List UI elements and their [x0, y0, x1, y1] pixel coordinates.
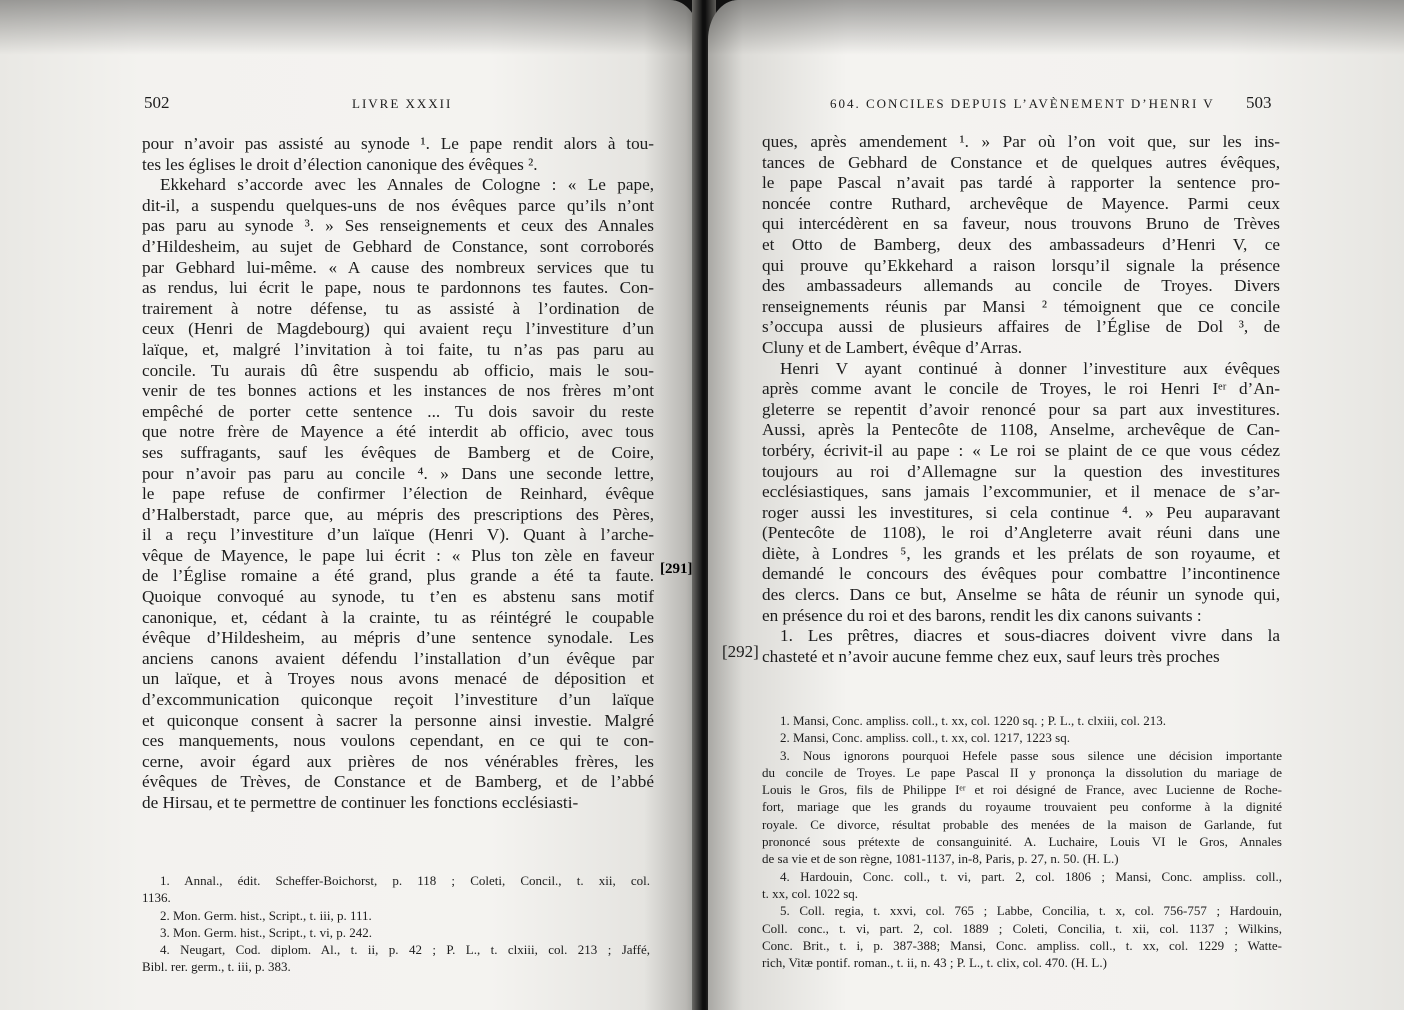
footnote-line: du concile de Troyes. Le pape Pascal II y prononça la dissolution du mariage de: [762, 764, 1282, 780]
text-line: concile. Tu aurais dû être suspendu ab officio, mais le sou-: [142, 360, 654, 380]
text-line: d’excommunication quiconque reçoit l’investiture d’un laïque: [142, 690, 654, 710]
footnote-line: Louis le Gros, fils de Philippe Iᵉʳ et roi désigné de France, avec Lucienne de Roche-: [762, 782, 1282, 798]
text-line: Ekkehard s’accorde avec les Annales de Cologne : « Le pape,: [160, 175, 654, 195]
text-line: et quiconque consent à sacrer la personne ainsi investie. Malgré: [142, 710, 654, 730]
footnote-line: 3. Mon. Germ. hist., Script., t. vi, p. 242.: [160, 924, 372, 940]
running-head: 604. CONCILES DEPUIS L’AVÈNEMENT D’HENRI V: [830, 96, 1215, 111]
text-line: de l’Église romaine a été grand, plus grande a été ta faute.: [142, 566, 654, 586]
text-line: par Gebhard lui-même. « A cause des nombreux services que tu: [142, 257, 654, 277]
text-line: après comme avant le concile de Troyes, le roi Henri Iᵉʳ d’An-: [762, 379, 1280, 399]
footnote-line: 2. Mon. Germ. hist., Script., t. iii, p. 111.: [160, 907, 372, 923]
text-line: (Pentecôte de 1108), le roi d’Angleterre avait réuni dans une: [762, 523, 1280, 543]
text-line: ses suffragants, sauf les évêques de Bamberg et de Coire,: [142, 442, 654, 462]
text-line: gleterre se repentit d’avoir renoncé pour sa part aux investitures.: [762, 399, 1280, 419]
footnote-line: 4. Neugart, Cod. diplom. Al., t. ii, p. 42 ; P. L., t. clxiii, col. 213 ; Jaffé,: [160, 942, 650, 958]
footnote-line: Bibl. rer. germ., t. iii, p. 383.: [142, 959, 291, 975]
text-line: qui intercédèrent en sa faveur, nous trouvons Bruno de Trèves: [762, 214, 1280, 234]
footnote-line: 3. Nous ignorons pourquoi Hefele passe sous silence une décision importante: [780, 747, 1282, 763]
text-line: laïque, et, malgré l’invitation à toi faite, tu n’as pas paru au: [142, 339, 654, 359]
text-line: des ambassadeurs allemands au concile de Troyes. Divers: [762, 276, 1280, 296]
text-line: vêque de Mayence, le pape lui écrit : « Plus ton zèle en faveur: [142, 545, 654, 565]
text-line: Cluny et de Lambert, évêque d’Arras.: [762, 337, 1023, 357]
text-line: des clercs. Dans ce but, Anselme se hâta de réunir un synode qui,: [762, 585, 1280, 605]
text-line: 1. Les prêtres, diacres et sous-diacres doivent vivre dans la: [780, 626, 1280, 646]
footnote-line: prononcé sous prétexte de consanguinité. A. Luchaire, Louis VI le Gros, Annales: [762, 834, 1282, 850]
text-line: pas paru au synode ³. » Ses renseignements et ceux des Annales: [142, 216, 654, 236]
text-line: d’Hildesheim, au sujet de Gebhard de Constance, sont corroborés: [142, 236, 654, 256]
text-line: roger aussi les investitures, si cela continue ⁴. » Peu auparavant: [762, 502, 1280, 522]
text-line: empêché de porter cette sentence ... Tu dois savoir du reste: [142, 401, 654, 421]
text-line: pour n’avoir pas paru au concile ⁴. » Dans une seconde lettre,: [142, 463, 654, 483]
text-line: un laïque, et à Troyes nous avons menacé de déposition et: [142, 669, 654, 689]
body-text: [762, 132, 1280, 667]
text-line: Quoique convoqué au synode, tu t’en es abstenu sans motif: [142, 587, 654, 607]
text-line: et Otto de Bamberg, deux des ambassadeurs d’Henri V, ce: [762, 234, 1280, 254]
text-line: s’occupa aussi de plusieurs affaires de l’Église de Dol ³, de: [762, 317, 1280, 337]
text-line: noncée contre Ruthard, archevêque de Mayence. Parmi ceux: [762, 193, 1280, 213]
text-line: pour n’avoir pas assisté au synode ¹. Le pape rendit alors à tou-: [142, 134, 654, 153]
text-line: ecclésiastiques, sans jamais l’excommunier, et il menace de s’ar-: [762, 482, 1280, 502]
text-line: chasteté et n’avoir aucune femme chez eux, sauf leurs très proches: [762, 646, 1220, 666]
footnote-line: 1. Mansi, Conc. ampliss. coll., t. xx, col. 1220 sq. ; P. L., t. clxiii, col. 213.: [780, 713, 1167, 728]
margin-marker: [292]: [722, 642, 759, 661]
text-line: Henri V ayant continué à donner l’investiture aux évêques: [780, 358, 1280, 378]
text-line: as rendus, lui écrit le pape, nous te pardonnons tes fautes. Con-: [142, 278, 654, 298]
body-text: [142, 134, 654, 814]
text-line: cerne, avoir égard aux prières de nos vénérables frères, les: [142, 751, 654, 771]
footnote-line: 4. Hardouin, Conc. coll., t. vi, part. 2, col. 1806 ; Mansi, Conc. ampliss. coll.,: [780, 868, 1282, 884]
running-head: LIVRE XXXII: [352, 96, 453, 111]
text-line: tances de Gebhard de Constance et de quelques autres évêques,: [762, 152, 1280, 172]
gutter-marker: [291]: [660, 561, 693, 577]
text-line: le pape refuse de confirmer l’élection de Reinhard, évêque: [142, 484, 654, 504]
page-top-shadow: [708, 0, 1404, 55]
text-line: le pape Pascal n’avait pas tardé à rapporter la sentence pro-: [762, 173, 1280, 193]
footnote-line: 1136.: [142, 890, 171, 906]
footnote-line: royale. Ce divorce, résultat probable des menées de la maison de Garlande, fut: [762, 816, 1282, 832]
footnote-line: 1. Annal., édit. Scheffer-Boichorst, p. 118 ; Coleti, Concil., t. xii, col.: [160, 873, 650, 888]
footnote-line: Conc. Brit., t. i, p. 387-388; Mansi, Conc. ampliss. coll., t. xx, col. 1229 ; Watte-: [762, 937, 1282, 953]
text-line: canonique, et, cédant à la crainte, tu as réintégré le coupable: [142, 607, 654, 627]
text-line: demandé le concours des évêques pour combattre l’incontinence: [762, 564, 1280, 584]
text-line: de Hirsau, et te permettre de continuer les fonctions ecclésiasti-: [142, 793, 579, 812]
text-line: toujours au roi d’Allemagne sur la question des investitures: [762, 461, 1280, 481]
text-line: anciens canons avaient défendu l’installation d’un évêque par: [142, 648, 654, 668]
text-line: évêques de Trèves, de Constance et de Bamberg, et de l’abbé: [142, 772, 654, 792]
footnote-line: 5. Coll. regia, t. xxvi, col. 765 ; Labbe, Concilia, t. x, col. 756-757 ; Hardouin,: [780, 903, 1282, 919]
text-line: venir de tes bonnes actions et les instances de nos frères m’ont: [142, 381, 654, 401]
text-line: évêque d’Hildesheim, au mépris d’une sentence synodale. Les: [142, 628, 654, 648]
text-line: que notre frère de Mayence a été interdit ab officio, avec tous: [142, 422, 654, 442]
text-line: ces manquements, nous voulons cependant, en ce qui te con-: [142, 731, 654, 751]
footnote-line: fort, mariage que les grands du royaume trouvaient peu conforme à la dignité: [762, 799, 1282, 815]
text-line: ceux (Henri de Magdebourg) qui avaient reçu l’investiture d’un: [142, 319, 654, 339]
text-line: trairement à notre défense, tu as assisté à l’ordination de: [142, 298, 654, 318]
page-number: 503: [1246, 93, 1272, 112]
text-line: d’Halberstadt, parce que, au mépris des prescriptions des Pères,: [142, 504, 654, 524]
footnote-line: Coll. conc., t. vi, part. 2, col. 1889 ; Coleti, Concilia, t. xii, col. 1137 ; Wilkins,: [762, 920, 1282, 936]
text-line: qui prouve qu’Ekkehard a raison lorsqu’il signale la présence: [762, 255, 1280, 275]
text-line: torbéry, écrivit-il au pape : « Le roi se plaint de ce que vous cédez: [762, 440, 1280, 460]
text-line: en présence du roi et des barons, rendit les dix canons suivants :: [762, 605, 1202, 625]
right-page: [708, 0, 1404, 1010]
text-line: renseignements réunis par Mansi ² témoignent que ce concile: [762, 296, 1280, 316]
text-line: dit-il, a suspendu quelques-uns de nos évêques parce qu’ils n’ont: [142, 195, 654, 215]
footnote-line: de sa vie et de son règne, 1081-1137, in-8, Paris, p. 27, n. 50. (H. L.): [762, 851, 1119, 867]
footnote-line: rich, Vitæ pontif. roman., t. ii, n. 43 ; P. L., t. clix, col. 470. (H. L.): [762, 955, 1107, 971]
text-line: diète, à Londres ⁵, les grands et les prélats de son royaume, et: [762, 543, 1280, 563]
footnotes: [142, 872, 650, 976]
footnote-line: t. xx, col. 1022 sq.: [762, 885, 859, 901]
left-page: [0, 0, 700, 1010]
text-line: Aussi, après la Pentecôte de 1108, Anselme, archevêque de Can-: [762, 420, 1280, 440]
footnotes: [762, 712, 1282, 971]
footnote-line: 2. Mansi, Conc. ampliss. coll., t. xx, col. 1217, 1223 sq.: [780, 730, 1070, 746]
text-line: il a reçu l’investiture d’un laïque (Henri V). Quant à l’arche-: [142, 525, 654, 545]
page-number: 502: [144, 93, 170, 112]
text-line: tes les églises le droit d’élection canonique des évêques ².: [142, 154, 538, 174]
text-line: ques, après amendement ¹. » Par où l’on voit que, sur les ins-: [762, 132, 1280, 151]
page-top-shadow: [0, 0, 700, 55]
